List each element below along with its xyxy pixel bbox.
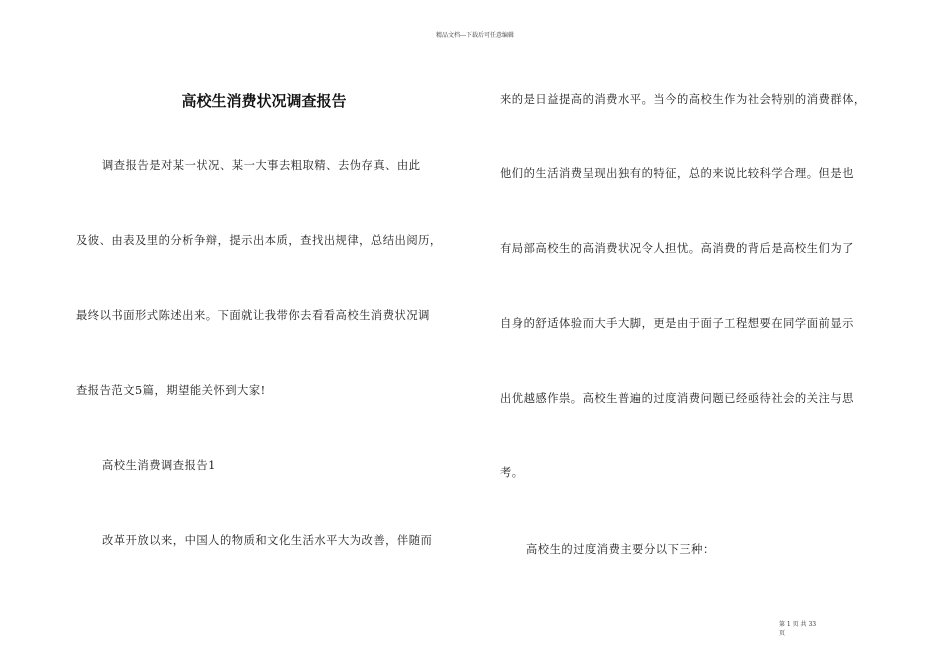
paragraph-line: 自身的舒适体验而大手大脚，更是由于面子工程想要在同学面前显示 xyxy=(500,317,854,330)
paragraph-line: 及彼、由表及里的分析争辩，提示出本质，查找出规律，总结出阅历， xyxy=(76,234,442,247)
document-title: 高校生消费状况调查报告 xyxy=(181,92,347,110)
header-note: 精品文档---下载后可任意编辑 xyxy=(435,32,515,39)
paragraph-line: 最终以书面形式陈述出来。下面就让我带你去看看高校生消费状况调 xyxy=(76,309,430,322)
paragraph-line: 高校生的过度消费主要分以下三种： xyxy=(526,543,715,556)
paragraph-line: 出优越感作祟。高校生普遍的过度消费问题已经亟待社会的关注与思 xyxy=(500,392,854,405)
page-footer xyxy=(779,620,816,638)
paragraph-line: 考。 xyxy=(500,466,524,479)
paragraph-line: 有局部高校生的高消费状况令人担忧。高消费的背后是高校生们为了 xyxy=(500,242,854,255)
paragraph-line: 查报告范文5篇，期望能关怀到大家! xyxy=(76,384,266,397)
section-heading: 高校生消费调查报告1 xyxy=(102,459,216,472)
paragraph-line: 他们的生活消费呈现出独有的特征，总的来说比较科学合理。但是也 xyxy=(500,167,854,180)
page-number: 第 1 页 共 33 xyxy=(779,621,817,628)
paragraph-line: 改革开放以来，中国人的物质和文化生活水平大为改善，伴随而 xyxy=(102,534,433,547)
paragraph-line: 来的是日益提高的消费水平。当今的高校生作为社会特别的消费群体， xyxy=(500,93,866,106)
page-number-unit: 页 xyxy=(779,630,786,637)
paragraph-line: 调查报告是对某一状况、某一大事去粗取精、去伪存真、由此 xyxy=(102,159,421,172)
